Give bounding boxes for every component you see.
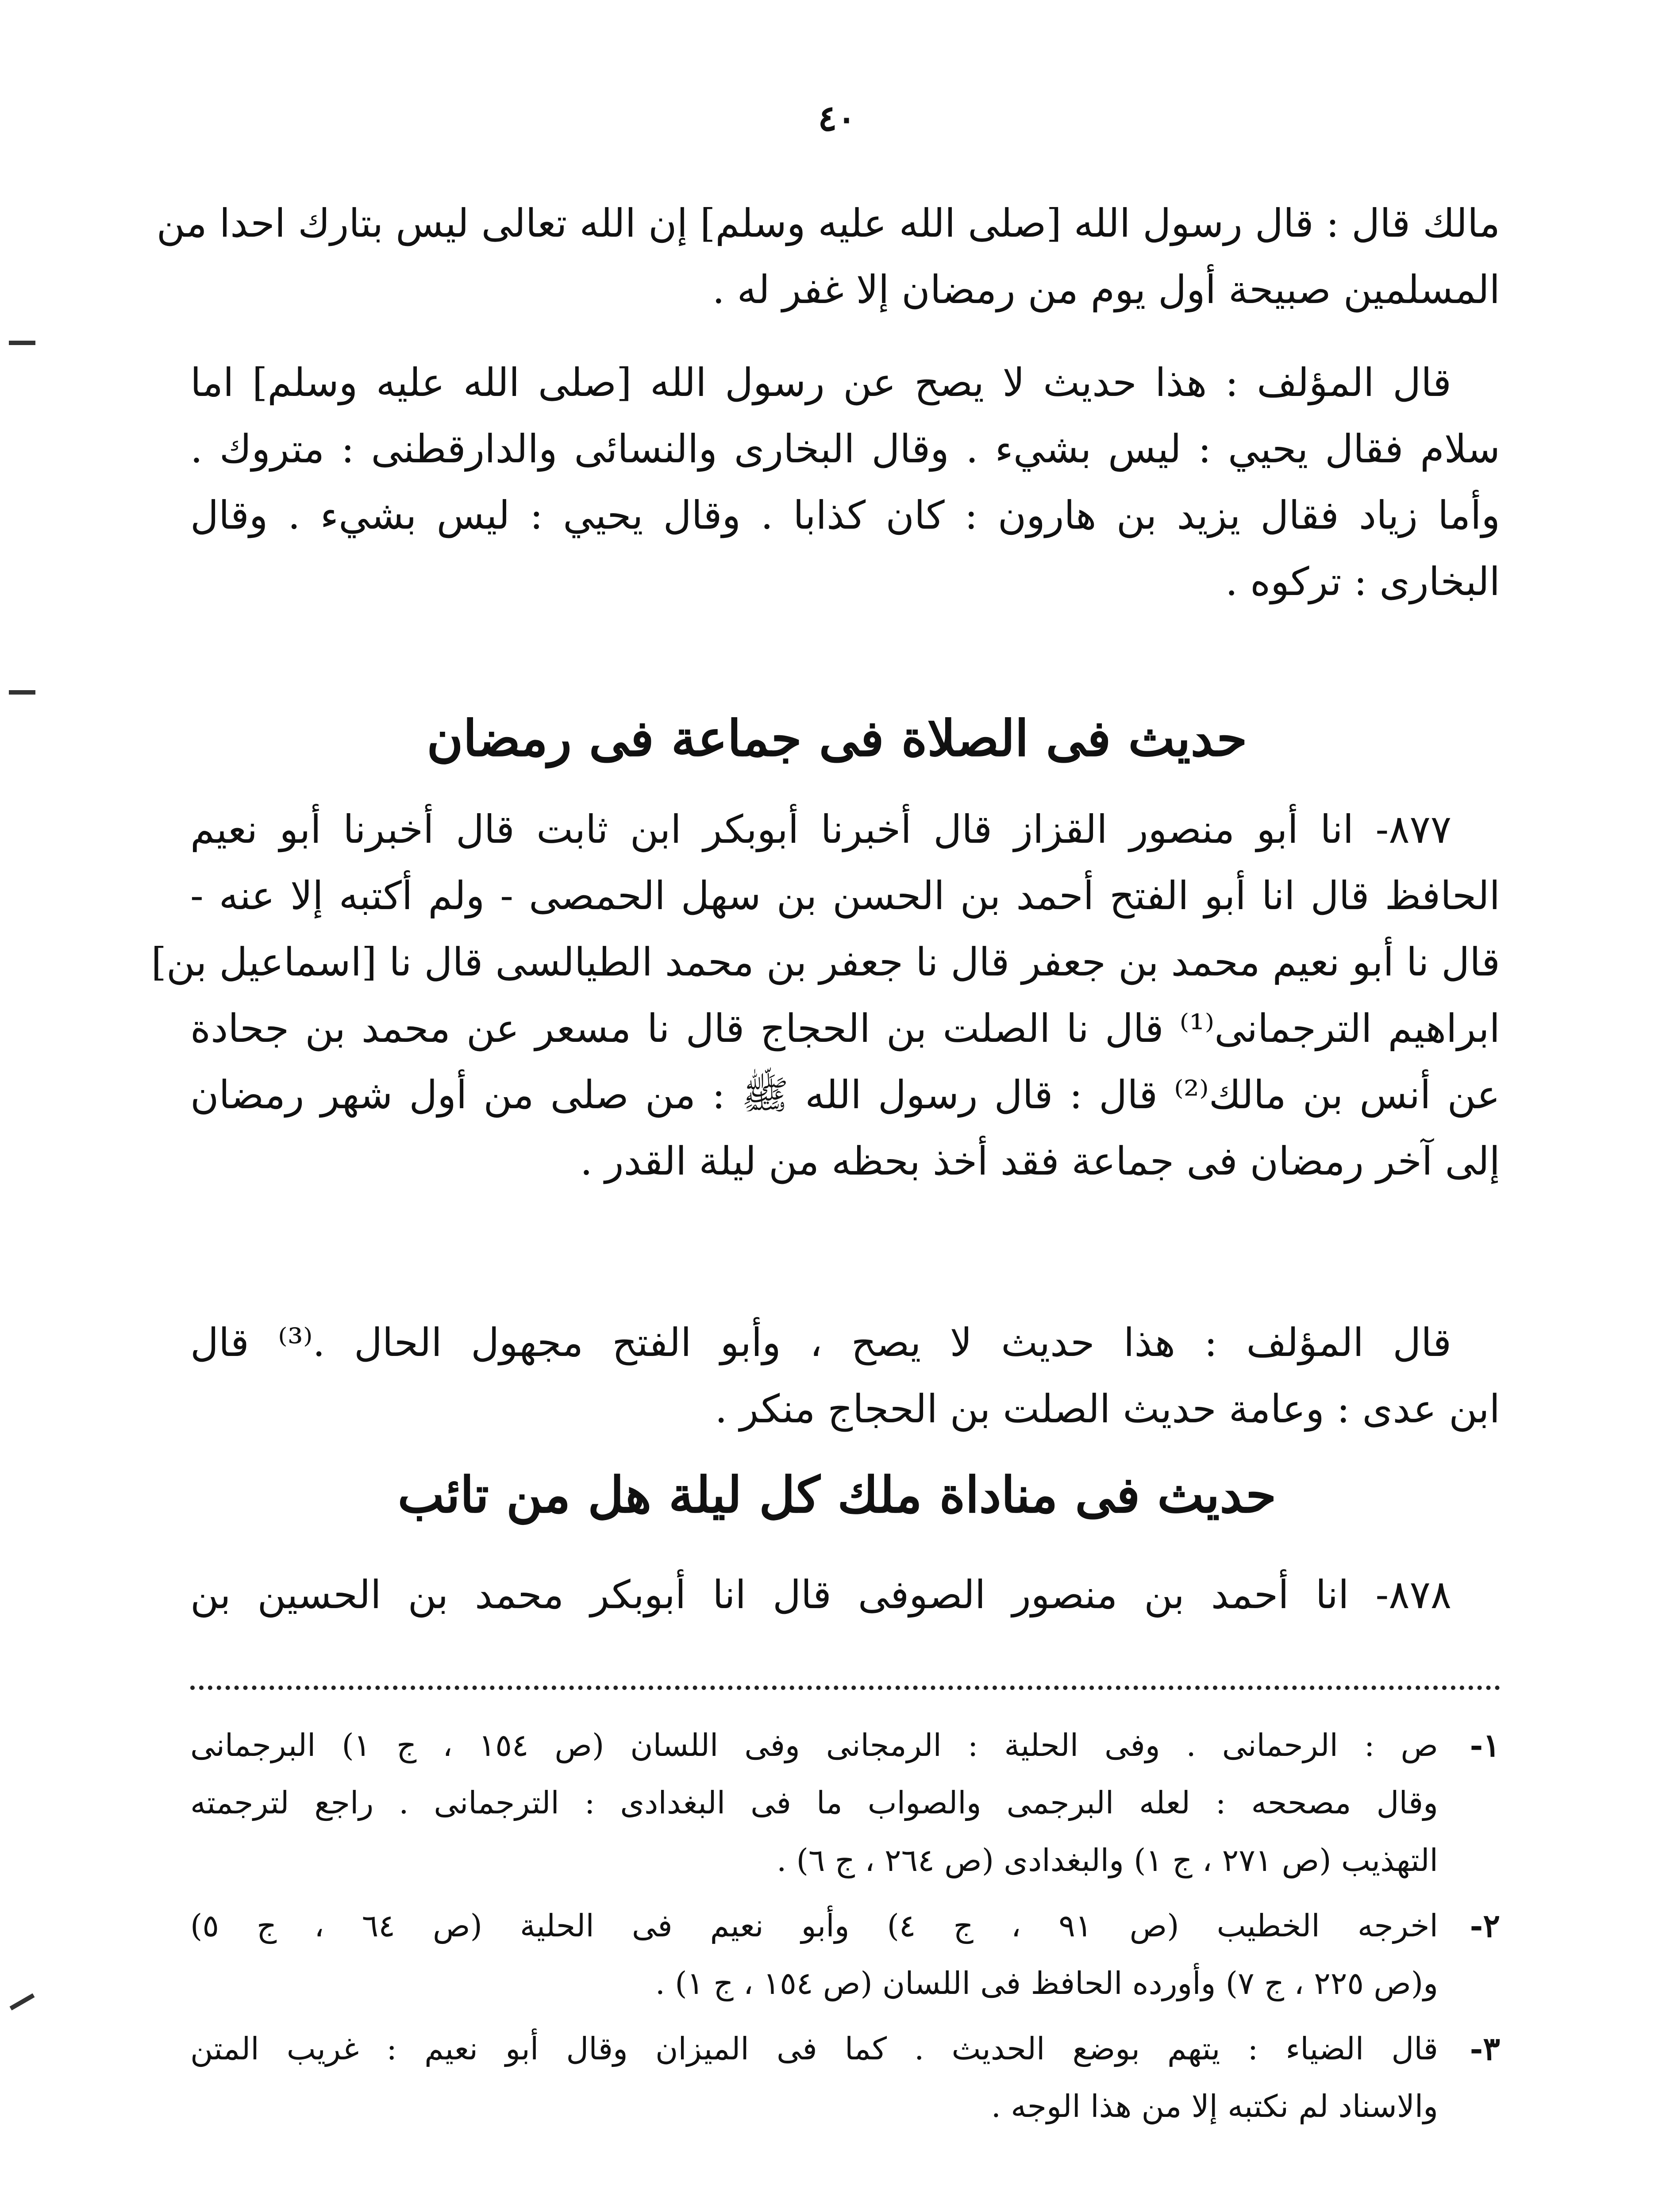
text-line: قال نا أبو نعيم محمد بن جعفر قال نا جعفر بن محمد الطيالسى قال نا [اسماعيل بن]	[151, 939, 1500, 985]
footnote-line: اخرجه الخطيب (ص ٩١ ، ج ٤) وأبو نعيم فى الحلية (ص ٦٤ ، ج ٥)	[190, 1908, 1438, 1944]
footnote-number: ٢-	[1470, 1907, 1500, 1944]
footnote-line: والاسناد لم نكتبه إلا من هذا الوجه .	[991, 2088, 1438, 2124]
footnote	[190, 1897, 1500, 2012]
footnote-divider	[190, 1686, 1500, 1690]
text-line: قال المؤلف : هذا حديث لا يصح عن رسول الله [صلى الله عليه وسلم] اما	[190, 360, 1451, 405]
page-number: ٤٠	[818, 97, 856, 139]
paragraph-continuation	[156, 190, 1500, 323]
footnote	[190, 1717, 1500, 1889]
text-line: المسلمين صبيحة أول يوم من رمضان إلا غفر له .	[712, 267, 1500, 312]
scan-margin-mark	[10, 1993, 35, 2011]
scan-margin-mark	[9, 690, 35, 695]
text-line: الحافظ قال انا أبو الفتح أحمد بن الحسن بن سهل الحمصى - ولم أكتبه إلا عنه -	[190, 873, 1500, 918]
footnote-line: قال الضياء : يتهم بوضع الحديث . كما فى الميزان وقال أبو نعيم : غريب المتن	[190, 2031, 1438, 2067]
section-heading: حديث فى الصلاة فى جماعة فى رمضان	[427, 710, 1247, 768]
text-line: سلام فقال يحيي : ليس بشيء . وقال البخارى والنسائى والدارقطنى : متروك .	[190, 426, 1500, 472]
text-line: مالك قال : قال رسول الله [صلى الله عليه وسلم] إن الله تعالى ليس بتارك احدا من	[156, 200, 1500, 246]
footnote-line: التهذيب (ص ٢٧١ ، ج ١) والبغدادى (ص ٢٦٤ ، ج ٦) .	[777, 1842, 1438, 1878]
footnotes	[190, 1717, 1500, 2143]
text-line: ٨٧٧- انا أبو منصور القزاز قال أخبرنا أبوبكر ابن ثابت قال أخبرنا أبو نعيم	[190, 806, 1451, 852]
author-comment-paragraph	[190, 1310, 1500, 1442]
text-line: ٨٧٨- انا أحمد بن منصور الصوفى قال انا أبوبكر محمد بن الحسين بن	[190, 1572, 1451, 1617]
text-line: وأما زياد فقال يزيد بن هارون : كان كذابا . وقال يحيي : ليس بشيء . وقال	[190, 492, 1500, 538]
hadith-paragraph	[151, 796, 1500, 1194]
footnote-line: ص : الرحمانى . وفى الحلية : الرمجانى وفى اللسان (ص ١٥٤ ، ج ١) البرجمانى	[190, 1727, 1438, 1763]
footnote-number: ١-	[1470, 1726, 1500, 1764]
footnote	[190, 2020, 1500, 2135]
scan-margin-mark	[9, 341, 35, 345]
text-line: إلى آخر رمضان فى جماعة فقد أخذ بحظه من ليلة القدر .	[580, 1138, 1500, 1184]
text-line: ابراهيم الترجمانى⁽¹⁾ قال نا الصلت بن الحجاج قال نا مسعر عن محمد بن جحادة	[190, 1006, 1500, 1051]
footnote-line: وقال مصححه : لعله البرجمى والصواب ما فى البغدادى : الترجمانى . راجع لترجمته	[190, 1785, 1438, 1821]
author-comment-paragraph	[190, 349, 1500, 615]
section-heading: حديث فى مناداة ملك كل ليلة هل من تائب	[397, 1466, 1277, 1524]
text-line: ابن عدى : وعامة حديث الصلت بن الحجاج منكر .	[715, 1386, 1500, 1432]
footnote-line: و(ص ٢٢٥ ، ج ٧) وأورده الحافظ فى اللسان (ص ١٥٤ ، ج ١) .	[655, 1965, 1438, 2001]
text-line: البخارى : تركوه .	[1225, 559, 1500, 604]
text-line: عن أنس بن مالك⁽²⁾ قال : قال رسول الله ﷺ : من صلى من أول شهر رمضان	[190, 1072, 1500, 1118]
text-line: قال المؤلف : هذا حديث لا يصح ، وأبو الفتح مجهول الحال .⁽³⁾ قال	[190, 1320, 1452, 1365]
footnote-number: ٣-	[1470, 2030, 1500, 2067]
hadith-paragraph	[190, 1562, 1500, 1628]
